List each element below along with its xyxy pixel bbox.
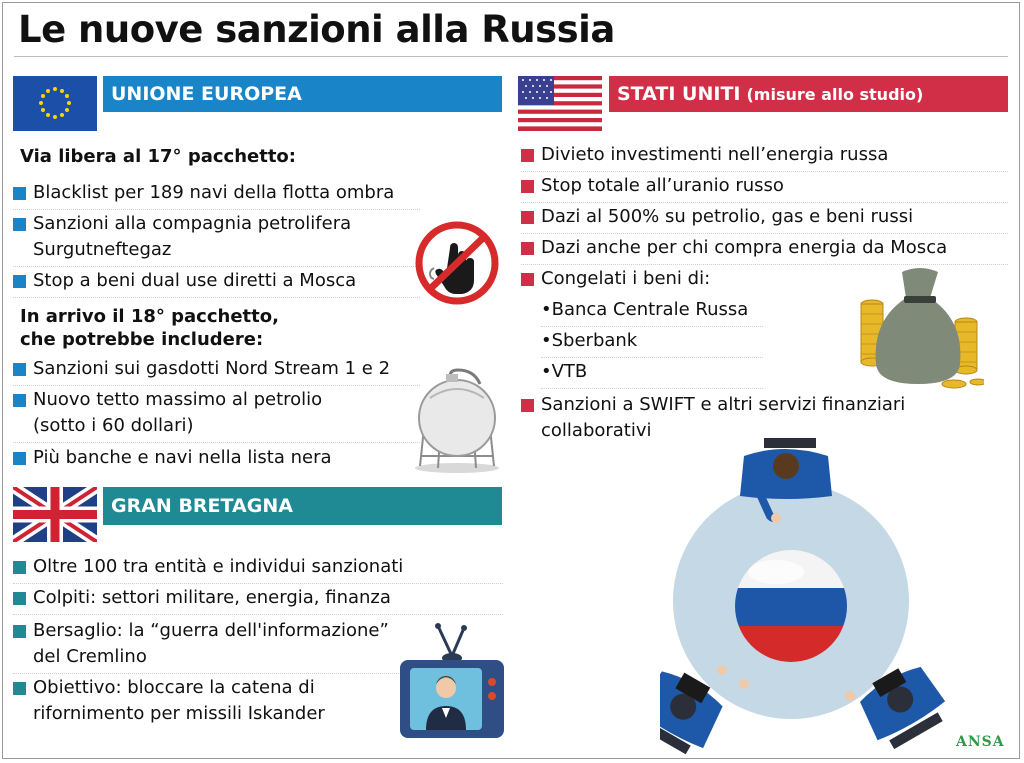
square-bullet-icon [13,187,26,200]
eu-header-label: UNIONE EUROPEA [111,83,302,105]
tv-icon [398,622,506,740]
eu-item: Stop a beni dual use diretti a Mosca [13,268,420,298]
square-bullet-icon [13,682,26,695]
eu-section2-heading: In arrivo il 18° pacchetto, che potrebbe includere: [20,306,279,350]
gb-item: Obiettivo: bloccare la catena di rifornimento per missili Iskander [13,675,413,731]
gb-item: Bersaglio: la “guerra dell'informazione” del Cremlino [13,618,413,674]
square-bullet-icon [13,452,26,465]
frozen-asset-item: •Sberbank [541,328,763,358]
ansa-logo: ANSA [956,734,1005,750]
page-title: Le nuove sanzioni alla Russia [18,8,615,51]
frozen-asset-item: •VTB [541,359,763,389]
us-item: Stop totale all’uranio russo [521,173,1008,203]
eu-item: Sanzioni alla compagnia petrolifera Surgutneftegaz [13,211,420,267]
stop-hand-icon [414,220,500,306]
us-header-label: STATI UNITI [617,83,741,105]
us-header [609,76,1008,112]
uk-flag-icon [13,487,97,542]
square-bullet-icon [521,149,534,162]
us-flag-icon [518,76,602,131]
us-item: Congelati i beni di: [521,266,821,296]
eu-item: Più banche e navi nella lista nera [13,445,420,475]
square-bullet-icon [521,273,534,286]
square-bullet-icon [13,561,26,574]
eu-flag-icon [13,76,97,131]
gb-header-label: GRAN BRETAGNA [111,495,293,517]
square-bullet-icon [521,211,534,224]
eu-item: Blacklist per 189 navi della flotta ombra [13,180,420,210]
eu-item: Sanzioni sui gasdotti Nord Stream 1 e 2 [13,356,420,386]
square-bullet-icon [13,218,26,231]
square-bullet-icon [13,394,26,407]
square-bullet-icon [521,242,534,255]
square-bullet-icon [13,275,26,288]
us-header-note: (misure allo studio) [746,85,924,104]
eu-section1-heading: Via libera al 17° pacchetto: [20,146,296,167]
negotiation-table-icon [660,434,960,758]
square-bullet-icon [521,399,534,412]
eu-item: Nuovo tetto massimo al petrolio (sotto i 60 dollari) [13,387,420,443]
gas-tank-icon [410,368,504,474]
gb-item: Colpiti: settori militare, energia, finanza [13,585,503,615]
us-item: Dazi anche per chi compra energia da Mosca [521,235,1008,265]
title-divider [14,56,1008,57]
us-item: Divieto investimenti nell’energia russa [521,142,1008,172]
money-bag-icon [858,266,984,392]
us-item: Dazi al 500% su petrolio, gas e beni russi [521,204,1008,234]
square-bullet-icon [13,592,26,605]
eu-header [103,76,502,112]
gb-header [103,487,502,525]
square-bullet-icon [13,363,26,376]
frozen-asset-item: •Banca Centrale Russa [541,297,763,327]
square-bullet-icon [521,180,534,193]
square-bullet-icon [13,625,26,638]
gb-item: Oltre 100 tra entità e individui sanzionati [13,554,503,584]
us-item: Sanzioni a SWIFT e altri servizi finanziari collaborativi [521,392,941,448]
